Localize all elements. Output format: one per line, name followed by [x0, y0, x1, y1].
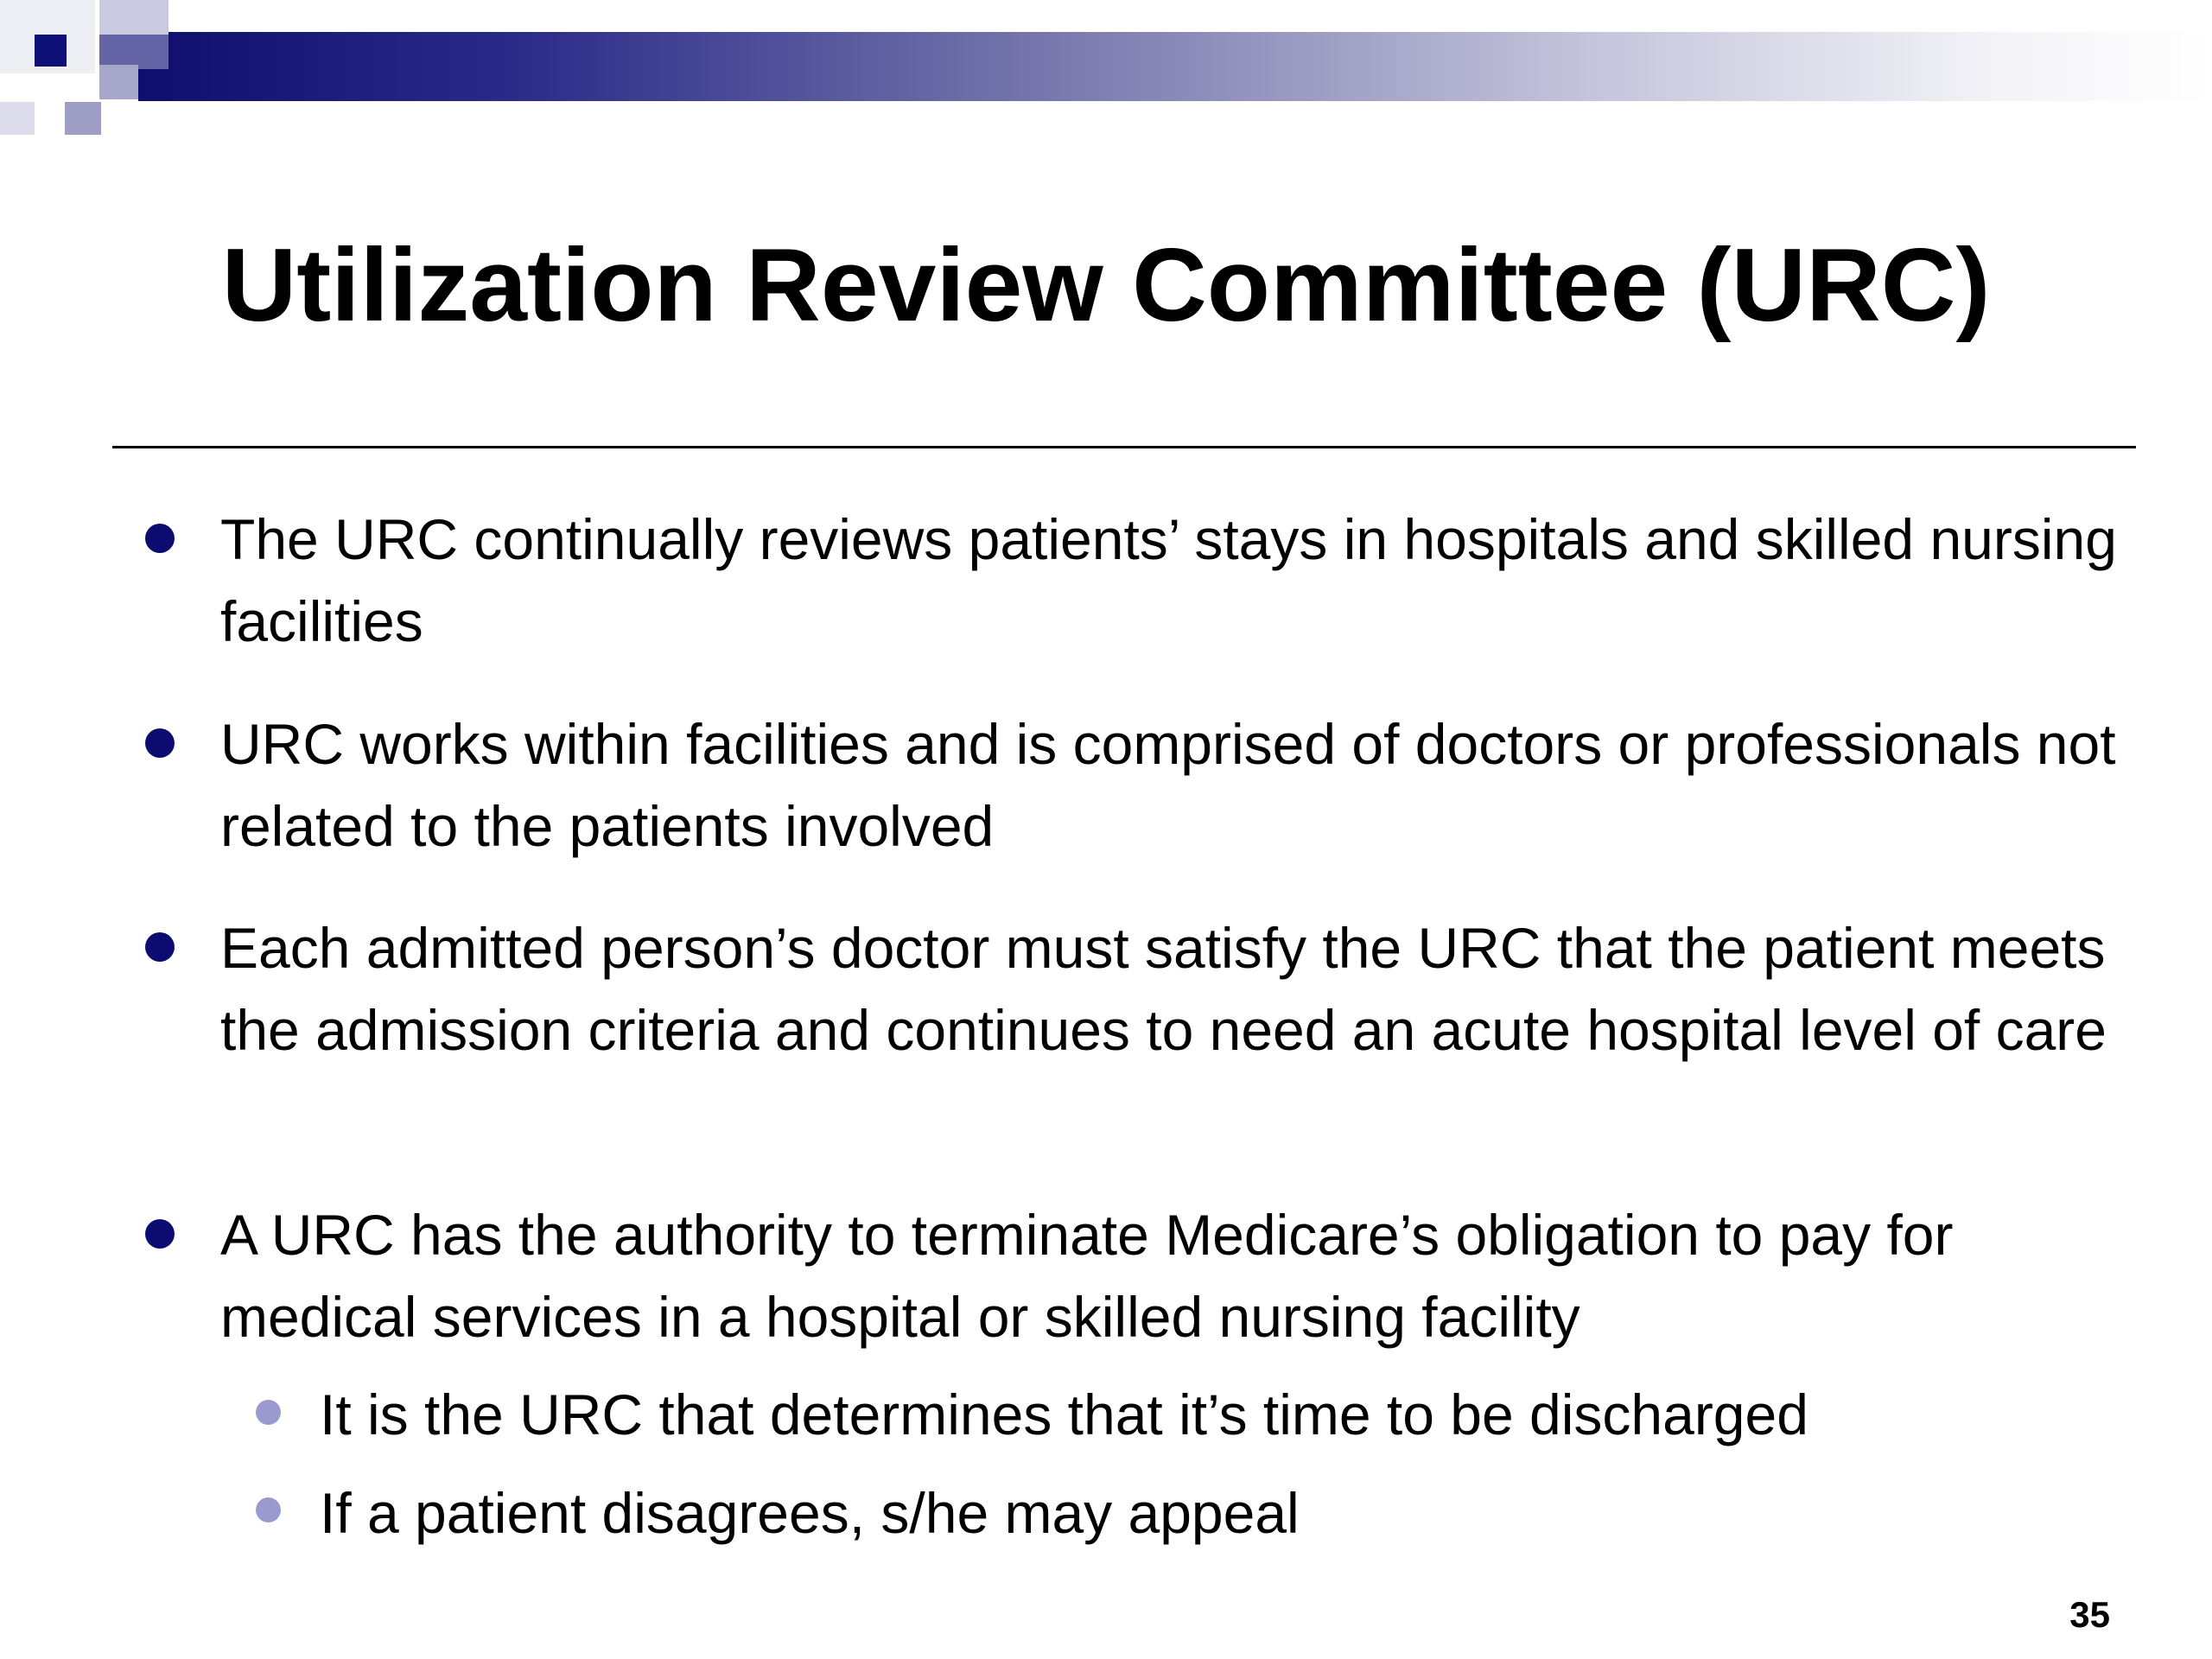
bullet-icon — [145, 728, 175, 758]
bullet-icon — [145, 524, 175, 553]
sub-bullet-item: If a patient disagrees, s/he may appeal — [320, 1481, 1300, 1545]
bullet-item: URC works within facilities and is comprised of doctors or professionals not related to the patients involved — [220, 712, 2116, 858]
sub-bullet-icon — [256, 1497, 281, 1522]
page-number: 35 — [2069, 1594, 2110, 1635]
bullet-item: The URC continually reviews patients’ stays in hospitals and skilled nursing facilities — [220, 507, 2117, 653]
bullet-icon — [145, 932, 175, 962]
bullet-item: Each admitted person’s doctor must satisfy the URC that the patient meets the admission criteria and continues to need an acute hospital level of care — [220, 916, 2107, 1062]
bullet-icon — [145, 1219, 175, 1249]
sub-bullet-icon — [256, 1400, 281, 1425]
bullet-item: A URC has the authority to terminate Medicare’s obligation to pay for medical services in a hospital or skilled nursing facility — [220, 1203, 1954, 1349]
sub-bullet-item: It is the URC that determines that it’s time to be discharged — [320, 1382, 1808, 1446]
slide-title: Utilization Review Committee (URC) — [221, 227, 1991, 343]
